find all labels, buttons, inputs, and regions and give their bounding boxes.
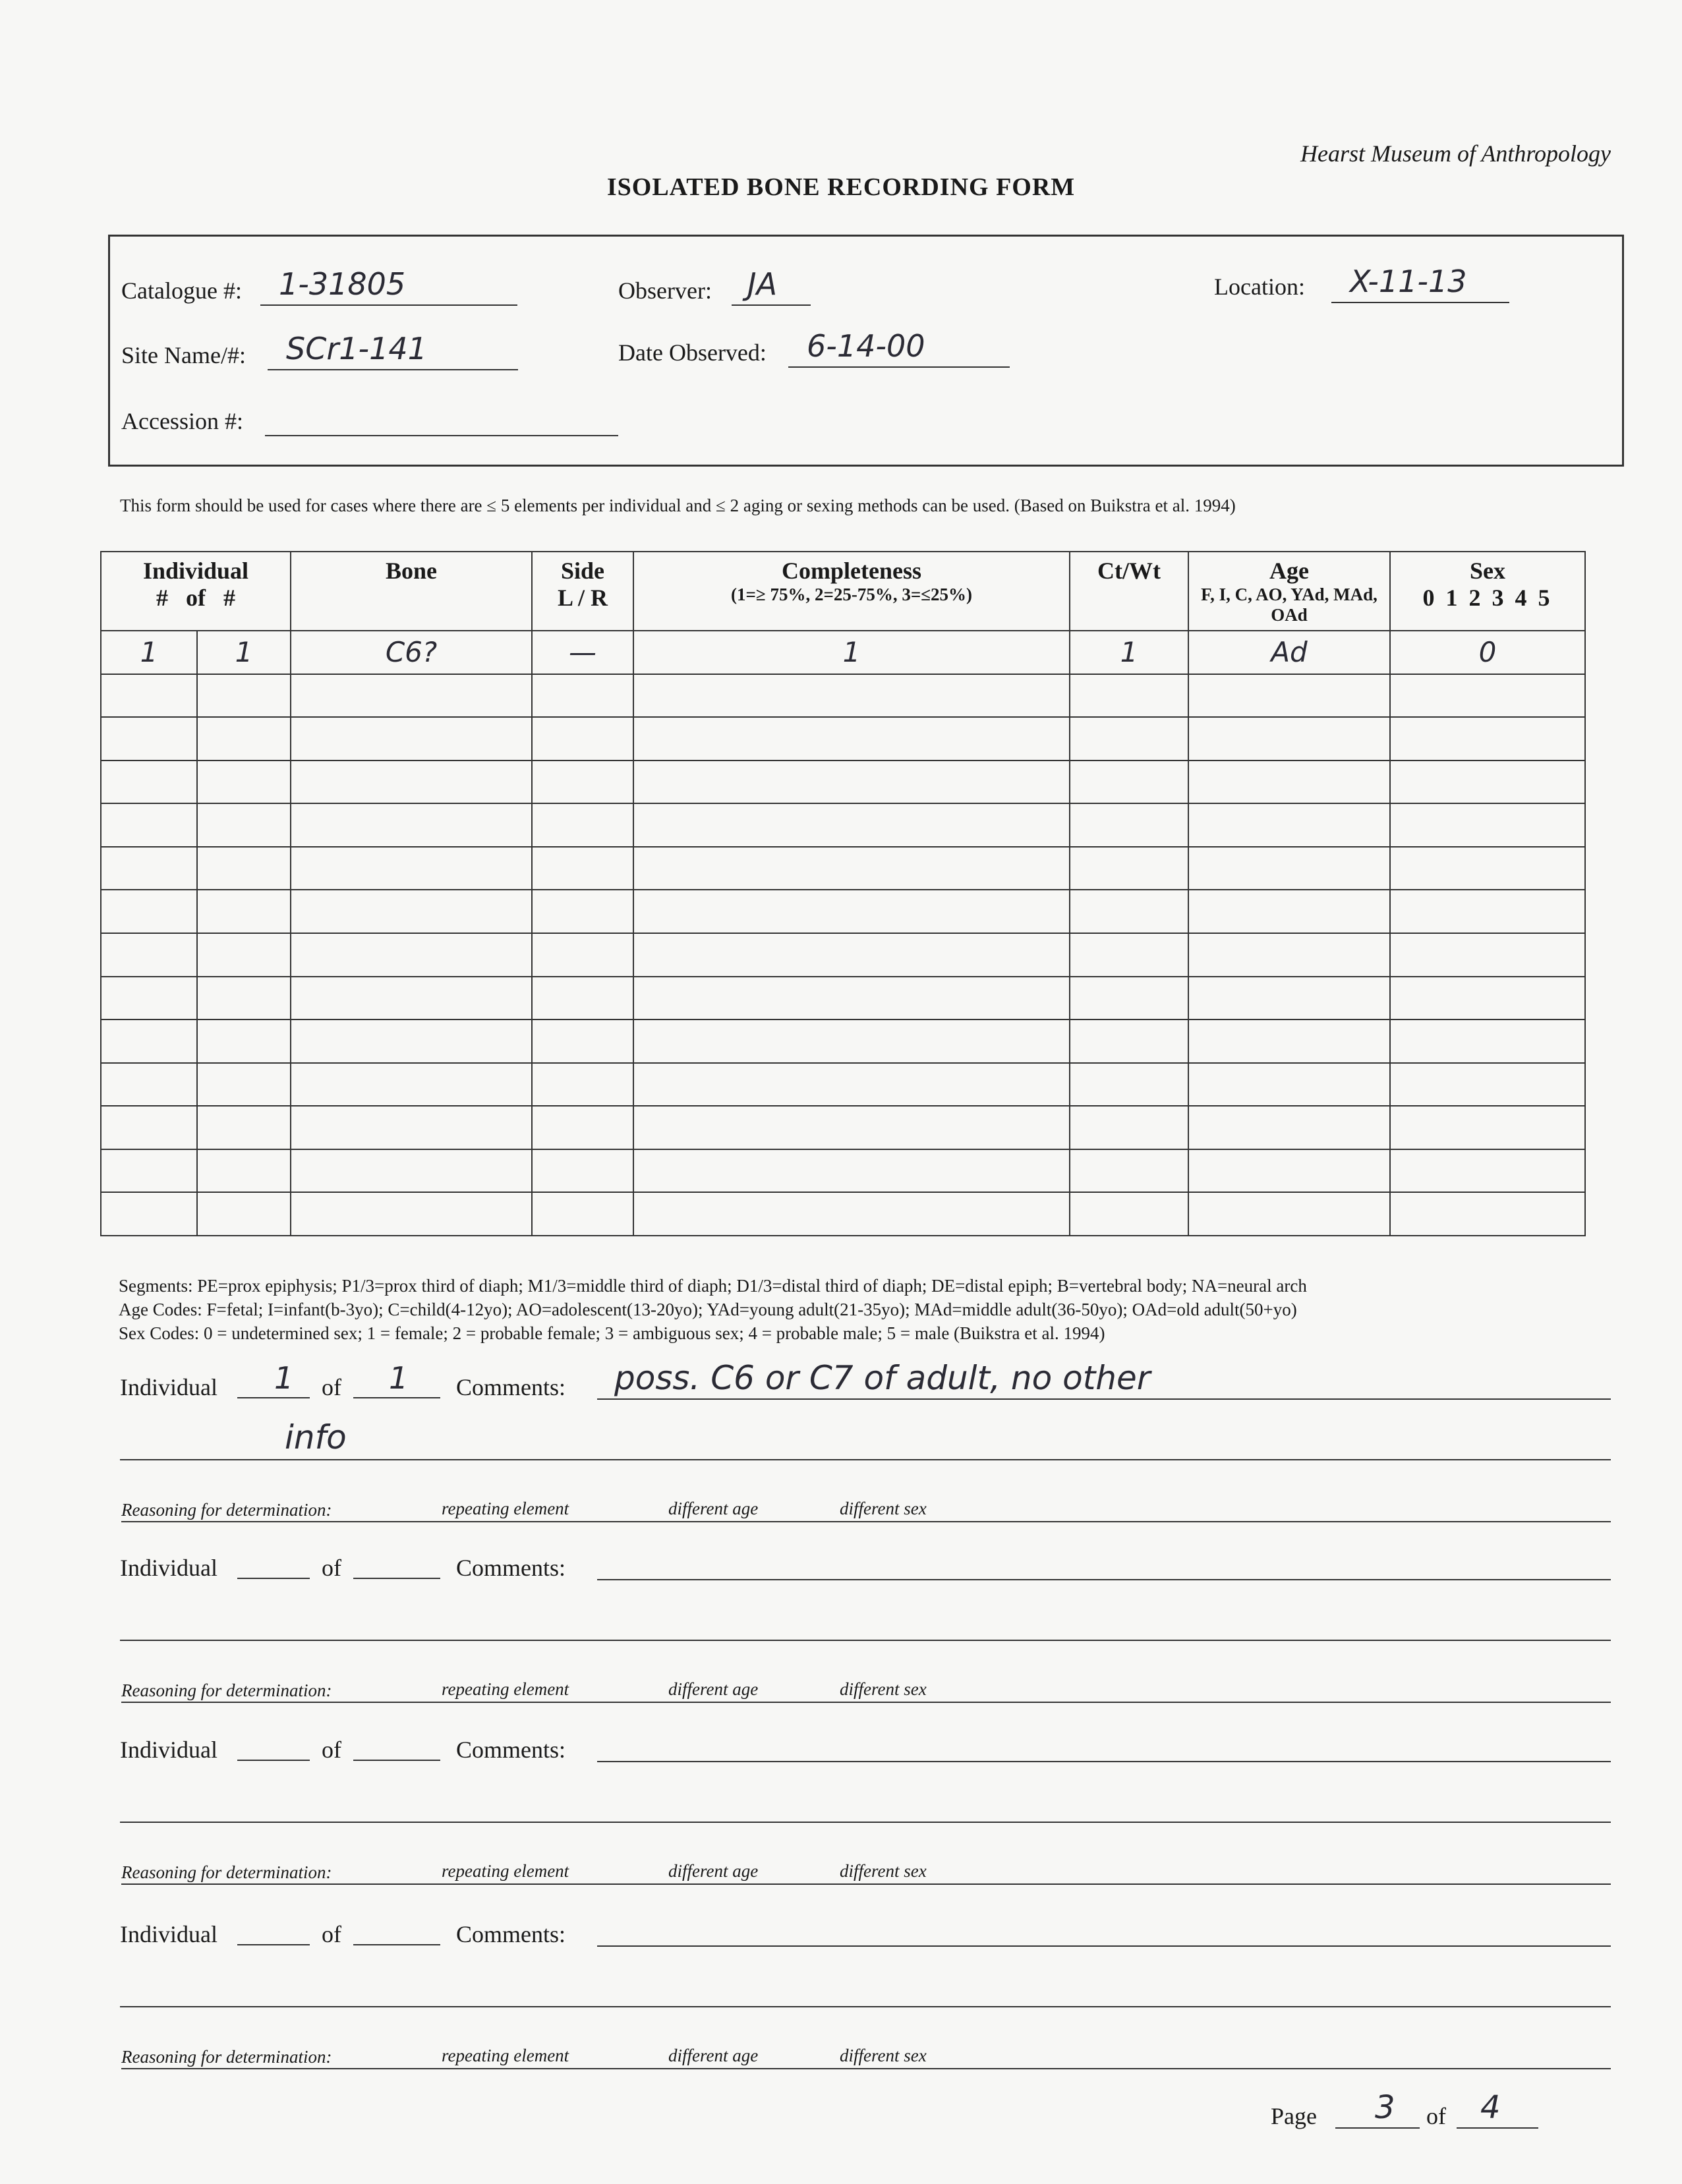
row-completeness[interactable] <box>633 1106 1070 1149</box>
row-sex[interactable] <box>1390 1106 1585 1149</box>
row-sex[interactable] <box>1390 717 1585 761</box>
reasoning-repeating[interactable]: repeating element <box>442 1679 569 1699</box>
sex-codes-legend: Sex Codes: 0 = undetermined sex; 1 = female; 2 = probable female; 3 = ambiguous sex; 4 = probable male; 5 = male (Buikstra et al. 1994) <box>119 1323 1105 1343</box>
table-row-empty <box>101 1106 1585 1149</box>
row-sex[interactable] <box>1390 674 1585 718</box>
row-age[interactable] <box>1188 1020 1390 1063</box>
table-row-empty <box>101 803 1585 847</box>
reasoning-repeating[interactable]: repeating element <box>442 1499 569 1518</box>
row-completeness[interactable] <box>633 674 1070 718</box>
row-side[interactable] <box>532 890 633 933</box>
row-side[interactable] <box>532 933 633 977</box>
reasoning-label: Reasoning for determination: <box>121 2047 332 2067</box>
row-side[interactable] <box>532 803 633 847</box>
row-ctwt[interactable] <box>1070 1020 1188 1063</box>
row-individual-num[interactable] <box>101 674 197 718</box>
comments-line-1[interactable] <box>597 1907 1611 1947</box>
row-completeness[interactable]: 1 <box>633 631 1070 674</box>
header-completeness: Completeness (1=≥ 75%, 2=25-75%, 3=≤25%) <box>633 552 1070 631</box>
individual-of-label: of <box>322 1921 341 1947</box>
row-side[interactable] <box>532 1106 633 1149</box>
comments-line-2[interactable] <box>120 1764 1611 1823</box>
comments-label: Comments: <box>456 1374 566 1400</box>
page-number: 3 <box>1375 2089 1395 2126</box>
row-ctwt[interactable] <box>1070 1063 1188 1106</box>
segments-legend: Segments: PE=prox epiphysis; P1/3=prox third of diaph; M1/3=middle third of diaph; D1/3=distal third of diaph; DE=distal epiph; B=vertebral body; NA=neural arch <box>119 1276 1307 1296</box>
museum-name: Hearst Museum of Anthropology <box>1300 140 1611 167</box>
header-age: Age F, I, C, AO, YAd, MAd, OAd <box>1188 552 1390 631</box>
reasoning-label: Reasoning for determination: <box>121 1862 332 1882</box>
row-ctwt[interactable] <box>1070 803 1188 847</box>
reasoning-diff-sex[interactable]: different sex <box>840 1499 927 1518</box>
individual-label: Individual <box>120 1374 218 1400</box>
comments-line-2[interactable] <box>120 1401 1611 1460</box>
row-age[interactable] <box>1188 717 1390 761</box>
row-completeness[interactable] <box>633 1063 1070 1106</box>
table-row-empty <box>101 890 1585 933</box>
row-individual-num[interactable] <box>101 933 197 977</box>
individual-of-field[interactable] <box>353 1360 440 1398</box>
date-value: 6-14-00 <box>807 328 925 364</box>
page-number-field[interactable] <box>1335 2089 1420 2129</box>
header-side: Side L / R <box>532 552 633 631</box>
reasoning-diff-sex[interactable]: different sex <box>840 2046 927 2065</box>
row-age[interactable] <box>1188 674 1390 718</box>
row-bone[interactable]: C6? <box>291 631 532 674</box>
row-bone[interactable] <box>291 1020 532 1063</box>
reasoning-repeating[interactable]: repeating element <box>442 1861 569 1881</box>
comments-line-1[interactable] <box>597 1541 1611 1580</box>
row-side[interactable]: — <box>532 631 633 674</box>
page-of-label: of <box>1426 2103 1446 2129</box>
row-individual-of[interactable] <box>197 1149 291 1193</box>
table-row-empty <box>101 1192 1585 1236</box>
row-sex[interactable] <box>1390 890 1585 933</box>
row-individual-of[interactable] <box>197 761 291 804</box>
comments-line-1[interactable] <box>597 1360 1611 1400</box>
row-individual-num[interactable] <box>101 803 197 847</box>
row-bone[interactable] <box>291 977 532 1020</box>
table-row <box>101 631 1585 674</box>
row-side[interactable] <box>532 1149 633 1193</box>
header-sex: Sex 0 1 2 3 4 5 <box>1390 552 1585 631</box>
reasoning-diff-age[interactable]: different age <box>668 1499 759 1518</box>
row-ctwt[interactable] <box>1070 1149 1188 1193</box>
individual-of-field[interactable] <box>353 1731 440 1761</box>
comments-label: Comments: <box>456 1921 566 1947</box>
row-age[interactable] <box>1188 1106 1390 1149</box>
row-bone[interactable] <box>291 803 532 847</box>
row-age[interactable] <box>1188 1192 1390 1236</box>
row-sex[interactable] <box>1390 803 1585 847</box>
individual-num-field[interactable] <box>237 1731 310 1761</box>
individual-label: Individual <box>120 1921 218 1947</box>
row-completeness[interactable] <box>633 761 1070 804</box>
row-individual-of[interactable] <box>197 1063 291 1106</box>
table-row-empty <box>101 1149 1585 1193</box>
row-age[interactable] <box>1188 803 1390 847</box>
row-sex[interactable] <box>1390 977 1585 1020</box>
row-bone[interactable] <box>291 890 532 933</box>
reasoning-diff-sex[interactable]: different sex <box>840 1679 927 1699</box>
observer-value: JA <box>747 266 778 302</box>
individual-of-label: of <box>322 1555 341 1581</box>
row-bone[interactable] <box>291 933 532 977</box>
row-age[interactable]: Ad <box>1188 631 1390 674</box>
row-age[interactable] <box>1188 933 1390 977</box>
row-sex[interactable] <box>1390 1063 1585 1106</box>
accession-field[interactable] <box>265 403 618 436</box>
row-age[interactable] <box>1188 890 1390 933</box>
row-individual-num[interactable] <box>101 1192 197 1236</box>
row-ctwt[interactable] <box>1070 977 1188 1020</box>
row-sex[interactable] <box>1390 847 1585 890</box>
individual-of-field[interactable] <box>353 1915 440 1945</box>
row-individual-num[interactable]: 1 <box>101 631 197 674</box>
comments-label: Comments: <box>456 1737 566 1763</box>
row-sex[interactable] <box>1390 1192 1585 1236</box>
row-individual-num[interactable] <box>101 761 197 804</box>
row-completeness[interactable] <box>633 933 1070 977</box>
age-codes-legend: Age Codes: F=fetal; I=infant(b-3yo); C=child(4-12yo); AO=adolescent(13-20yo); YAd=young adult(21-35yo); MAd=middle adult(36-50yo); OAd=old adult(50+yo) <box>119 1300 1297 1319</box>
row-ctwt[interactable] <box>1070 674 1188 718</box>
row-individual-num[interactable] <box>101 717 197 761</box>
row-completeness[interactable] <box>633 803 1070 847</box>
row-individual-num[interactable] <box>101 890 197 933</box>
row-side[interactable] <box>532 717 633 761</box>
table-row-empty <box>101 717 1585 761</box>
table-row-empty <box>101 674 1585 718</box>
individual-of-value: 1 <box>389 1360 409 1396</box>
individual-of-label: of <box>322 1737 341 1763</box>
reasoning-label: Reasoning for determination: <box>121 1681 332 1700</box>
row-bone[interactable] <box>291 761 532 804</box>
row-individual-num[interactable] <box>101 977 197 1020</box>
table-row-empty <box>101 1020 1585 1063</box>
row-individual-num[interactable] <box>101 1106 197 1149</box>
header-individual: Individual # of # <box>101 552 291 631</box>
row-sex[interactable] <box>1390 1020 1585 1063</box>
row-age[interactable] <box>1188 761 1390 804</box>
comments-text-1: poss. C6 or C7 of adult, no other <box>614 1359 1151 1397</box>
individual-num-field[interactable] <box>237 1915 310 1945</box>
row-ctwt[interactable] <box>1070 933 1188 977</box>
row-bone[interactable] <box>291 1106 532 1149</box>
row-individual-num[interactable] <box>101 1063 197 1106</box>
comments-text-2: info <box>285 1418 347 1456</box>
date-label: Date Observed: <box>618 339 767 366</box>
row-individual-of[interactable] <box>197 1020 291 1063</box>
location-label: Location: <box>1214 273 1305 300</box>
row-individual-num[interactable] <box>101 847 197 890</box>
row-age[interactable] <box>1188 977 1390 1020</box>
reasoning-diff-age[interactable]: different age <box>668 1679 759 1699</box>
site-value: SCr1-141 <box>286 331 427 366</box>
row-completeness[interactable] <box>633 717 1070 761</box>
row-ctwt[interactable]: 1 <box>1070 631 1188 674</box>
row-age[interactable] <box>1188 1063 1390 1106</box>
row-individual-num[interactable] <box>101 1020 197 1063</box>
row-bone[interactable] <box>291 674 532 718</box>
form-title: ISOLATED BONE RECORDING FORM <box>606 173 1076 201</box>
row-individual-of[interactable] <box>197 674 291 718</box>
row-individual-of[interactable] <box>197 977 291 1020</box>
reasoning-diff-age[interactable]: different age <box>668 2046 759 2065</box>
individual-num: 1 <box>274 1360 294 1396</box>
row-age[interactable] <box>1188 847 1390 890</box>
table-row-empty <box>101 761 1585 804</box>
comments-label: Comments: <box>456 1555 566 1581</box>
row-individual-of[interactable] <box>197 933 291 977</box>
individual-of-label: of <box>322 1374 341 1400</box>
row-completeness[interactable] <box>633 890 1070 933</box>
date-field[interactable] <box>788 328 1010 368</box>
individual-num-field[interactable] <box>237 1360 310 1398</box>
row-side[interactable] <box>532 1020 633 1063</box>
row-ctwt[interactable] <box>1070 890 1188 933</box>
row-side[interactable] <box>532 977 633 1020</box>
row-individual-of[interactable] <box>197 717 291 761</box>
row-completeness[interactable] <box>633 977 1070 1020</box>
page-total: 4 <box>1480 2089 1501 2126</box>
location-value: X-11-13 <box>1350 264 1467 299</box>
individual-num-field[interactable] <box>237 1549 310 1579</box>
table-row-empty <box>101 1063 1585 1106</box>
bone-table <box>100 551 1586 1236</box>
row-side[interactable] <box>532 1192 633 1236</box>
observer-field[interactable] <box>732 266 811 306</box>
reasoning-repeating[interactable]: repeating element <box>442 2046 569 2065</box>
reasoning-underline <box>121 1702 1611 1703</box>
catalogue-label: Catalogue #: <box>121 277 242 304</box>
catalogue-field[interactable] <box>260 266 517 306</box>
individual-label: Individual <box>120 1737 218 1763</box>
row-bone[interactable] <box>291 1192 532 1236</box>
header-bone: Bone <box>291 552 532 631</box>
row-individual-of[interactable] <box>197 1192 291 1236</box>
row-individual-of[interactable] <box>197 847 291 890</box>
row-individual-of[interactable] <box>197 1106 291 1149</box>
row-sex[interactable] <box>1390 761 1585 804</box>
row-ctwt[interactable] <box>1070 1106 1188 1149</box>
row-completeness[interactable] <box>633 1192 1070 1236</box>
header-ctwt: Ct/Wt <box>1070 552 1188 631</box>
location-field[interactable] <box>1331 264 1509 303</box>
row-ctwt[interactable] <box>1070 761 1188 804</box>
reasoning-diff-sex[interactable]: different sex <box>840 1861 927 1881</box>
table-row-empty <box>101 933 1585 977</box>
page-total-field[interactable] <box>1457 2089 1538 2129</box>
row-sex[interactable] <box>1390 1149 1585 1193</box>
row-individual-of[interactable] <box>197 890 291 933</box>
row-sex[interactable] <box>1390 933 1585 977</box>
row-individual-num[interactable] <box>101 1149 197 1193</box>
row-bone[interactable] <box>291 1149 532 1193</box>
row-ctwt[interactable] <box>1070 847 1188 890</box>
reasoning-label: Reasoning for determination: <box>121 1500 332 1520</box>
comments-line-1[interactable] <box>597 1723 1611 1762</box>
row-completeness[interactable] <box>633 847 1070 890</box>
reasoning-diff-age[interactable]: different age <box>668 1861 759 1881</box>
reasoning-underline <box>121 1521 1611 1522</box>
row-individual-of[interactable]: 1 <box>197 631 291 674</box>
row-individual-of[interactable] <box>197 803 291 847</box>
accession-label: Accession #: <box>121 408 243 434</box>
individual-of-field[interactable] <box>353 1549 440 1579</box>
catalogue-value: 1-31805 <box>279 266 406 302</box>
site-field[interactable] <box>268 331 518 370</box>
row-side[interactable] <box>532 1063 633 1106</box>
row-bone[interactable] <box>291 717 532 761</box>
comments-line-2[interactable] <box>120 1948 1611 2007</box>
row-ctwt[interactable] <box>1070 1192 1188 1236</box>
row-age[interactable] <box>1188 1149 1390 1193</box>
row-completeness[interactable] <box>633 1149 1070 1193</box>
row-bone[interactable] <box>291 847 532 890</box>
reasoning-underline <box>121 2068 1611 2069</box>
row-completeness[interactable] <box>633 1020 1070 1063</box>
individual-label: Individual <box>120 1555 218 1581</box>
site-label: Site Name/#: <box>121 342 246 368</box>
table-row-empty <box>101 977 1585 1020</box>
page-label: Page <box>1271 2103 1317 2129</box>
row-side[interactable] <box>532 847 633 890</box>
row-side[interactable] <box>532 674 633 718</box>
row-sex[interactable]: 0 <box>1390 631 1585 674</box>
row-bone[interactable] <box>291 1063 532 1106</box>
usage-note: This form should be used for cases where there are ≤ 5 elements per individual and ≤ 2 aging or sexing methods can be used. (Based on Buikstra et al. 1994) <box>120 496 1236 515</box>
comments-line-2[interactable] <box>120 1582 1611 1641</box>
row-ctwt[interactable] <box>1070 717 1188 761</box>
table-row-empty <box>101 847 1585 890</box>
row-side[interactable] <box>532 761 633 804</box>
reasoning-underline <box>121 1883 1611 1885</box>
observer-label: Observer: <box>618 277 712 304</box>
